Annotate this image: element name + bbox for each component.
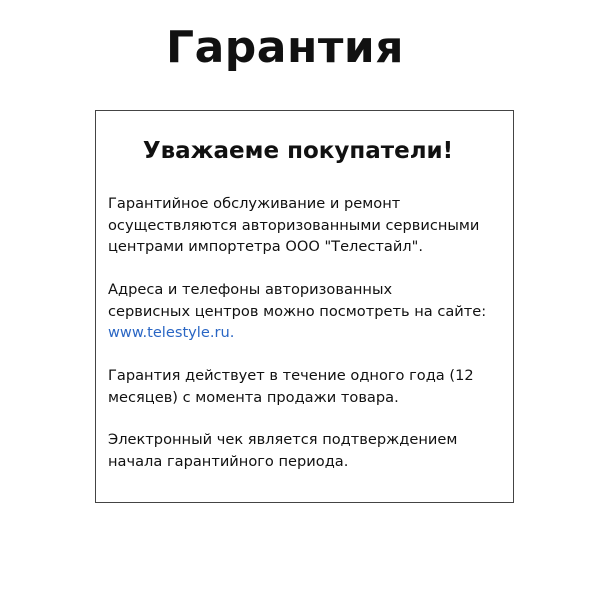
paragraph-receipt: Электронный чек является подтверждением начала гарантийного периода.: [108, 431, 458, 470]
notice-box: [95, 110, 514, 503]
paragraph-duration: Гарантия действует в течение одного года (12 месяцев) с момента продажи товара.: [108, 367, 474, 406]
paragraph-addresses: [108, 279, 508, 344]
website-link[interactable]: www.telestyle.ru.: [108, 324, 235, 341]
page-title: Гарантия: [166, 22, 404, 73]
paragraph-addresses-text: Адреса и телефоны авторизованных сервисных центров можно посмотреть на сайте:: [108, 281, 487, 320]
paragraph-service: Гарантийное обслуживание и ремонт осуществляются авторизованными сервисными центрами импортетра ООО "Телестайл".: [108, 195, 480, 255]
notice-heading: Уважаеме покупатели!: [142, 138, 454, 164]
